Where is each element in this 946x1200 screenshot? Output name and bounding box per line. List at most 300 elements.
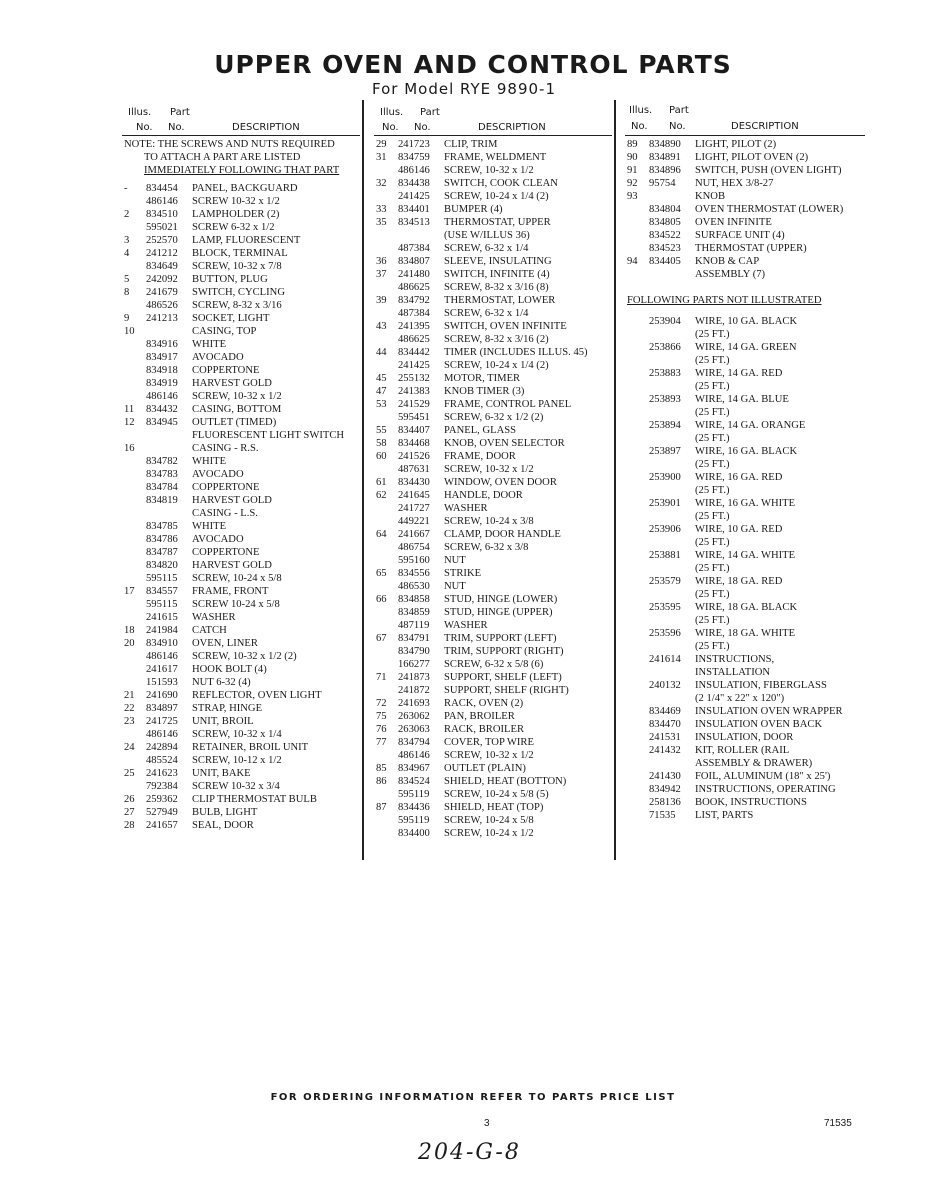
part-description: LIGHT, PILOT (2)	[695, 139, 777, 150]
part-no: 241667	[398, 529, 430, 540]
parts-row	[625, 315, 865, 328]
illus-label: Illus.	[629, 105, 653, 116]
parts-row	[374, 723, 612, 736]
parts-row	[374, 788, 612, 801]
part-no: 241430	[649, 771, 681, 782]
part-no: 834405	[649, 256, 681, 267]
part-no: 595160	[398, 555, 430, 566]
parts-row	[374, 814, 612, 827]
part-label: Part	[170, 107, 190, 118]
part-no: 595119	[398, 789, 430, 800]
part-no: 834918	[146, 365, 178, 376]
part-no: 486146	[398, 165, 430, 176]
part-no: 834783	[146, 469, 178, 480]
part-description: (25 FT.)	[695, 329, 730, 340]
illus-no: 33	[376, 204, 387, 215]
part-description: SCREW, 10-24 x 1/4 (2)	[444, 191, 549, 202]
part-no: 834513	[398, 217, 430, 228]
parts-row	[122, 676, 360, 689]
part-no: 834919	[146, 378, 178, 389]
part-no: 834785	[146, 521, 178, 532]
illus-no: 61	[376, 477, 387, 488]
illus-no: 89	[627, 139, 638, 150]
part-no: 834438	[398, 178, 430, 189]
illus-no: 94	[627, 256, 638, 267]
parts-list	[625, 138, 865, 281]
part-description: COPPERTONE	[192, 547, 260, 558]
part-no: 834510	[146, 209, 178, 220]
part-no: 834820	[146, 560, 178, 571]
part-no: 259362	[146, 794, 178, 805]
part-description: BOOK, INSTRUCTIONS	[695, 797, 807, 808]
part-description: WINDOW, OVEN DOOR	[444, 477, 557, 488]
parts-row	[374, 619, 612, 632]
illus-no: 10	[124, 326, 135, 337]
part-description: SCREW 10-32 x 3/4	[192, 781, 280, 792]
part-description: PANEL, GLASS	[444, 425, 517, 436]
part-no: 834858	[398, 594, 430, 605]
part-no: 241425	[398, 191, 430, 202]
part-description: HANDLE, DOOR	[444, 490, 523, 501]
part-no: 834468	[398, 438, 430, 449]
part-no: 834470	[649, 719, 681, 730]
illus-no: 44	[376, 347, 387, 358]
part-description: SCREW 10-24 x 5/8	[192, 599, 280, 610]
part-description: SCREW, 10-32 x 1/2	[444, 464, 534, 475]
part-no: 834791	[398, 633, 430, 644]
illus-no: 28	[124, 820, 135, 831]
parts-row	[625, 203, 865, 216]
part-description: (25 FT.)	[695, 511, 730, 522]
part-description: RACK, BROILER	[444, 724, 525, 735]
part-no: 834522	[649, 230, 681, 241]
part-no: 834557	[146, 586, 178, 597]
part-no: 241657	[146, 820, 178, 831]
illus-no: 27	[124, 807, 135, 818]
part-description: STRAP, HINGE	[192, 703, 263, 714]
parts-row	[374, 632, 612, 645]
part-description: SCREW, 6-32 x 1/2 (2)	[444, 412, 544, 423]
note-line: IMMEDIATELY FOLLOWING THAT PART	[144, 165, 340, 176]
part-no: 834807	[398, 256, 430, 267]
part-description: WIRE, 14 GA. ORANGE	[695, 420, 806, 431]
part-description: WIRE, 10 GA. RED	[695, 524, 783, 535]
part-description: SWITCH, CYCLING	[192, 287, 285, 298]
parts-row	[374, 476, 612, 489]
part-description: SCREW, 10-24 x 5/8 (5)	[444, 789, 549, 800]
part-no: 241614	[649, 654, 681, 665]
part-description: THERMOSTAT, UPPER	[444, 217, 551, 228]
illus-no: 25	[124, 768, 135, 779]
parts-row	[122, 780, 360, 793]
part-description: STRIKE	[444, 568, 482, 579]
part-no: 834967	[398, 763, 430, 774]
parts-row	[122, 260, 360, 273]
parts-row	[374, 216, 612, 229]
part-description: WIRE, 16 GA. WHITE	[695, 498, 796, 509]
parts-row	[122, 611, 360, 624]
part-no: 253906	[649, 524, 681, 535]
illus-no: 3	[124, 235, 130, 246]
parts-row	[625, 588, 865, 601]
part-description: WIRE, 16 GA. RED	[695, 472, 783, 483]
illus-no: 93	[627, 191, 638, 202]
description-label: DESCRIPTION	[232, 122, 300, 133]
part-no: 486146	[146, 196, 178, 207]
part-description: INSTALLATION	[695, 667, 771, 678]
parts-row	[122, 364, 360, 377]
part-description: NUT 6-32 (4)	[192, 677, 251, 688]
parts-row	[625, 549, 865, 562]
part-description: WIRE, 10 GA. BLACK	[695, 316, 798, 327]
part-description: KNOB	[695, 191, 726, 202]
parts-row	[374, 320, 612, 333]
parts-row	[122, 663, 360, 676]
part-no: 241693	[398, 698, 430, 709]
part-description: SCREW, 10-24 x 5/8	[444, 815, 534, 826]
illus-no: 71	[376, 672, 387, 683]
part-description: OUTLET (PLAIN)	[444, 763, 526, 774]
part-description: INSULATION, FIBERGLASS	[695, 680, 827, 691]
parts-row	[122, 273, 360, 286]
parts-row	[625, 354, 865, 367]
parts-row	[122, 442, 360, 455]
part-description: COPPERTONE	[192, 482, 260, 493]
parts-row	[122, 754, 360, 767]
parts-row	[122, 637, 360, 650]
part-no: 834469	[649, 706, 681, 717]
part-no: 595115	[146, 599, 178, 610]
illus-no: 37	[376, 269, 387, 280]
part-description: SCREW, 6-32 x 5/8 (6)	[444, 659, 544, 670]
parts-row	[122, 325, 360, 338]
part-description: WHITE	[192, 456, 227, 467]
part-no: 241984	[146, 625, 178, 636]
part-description: FOIL, ALUMINUM (18" x 25')	[695, 771, 831, 782]
parts-row	[374, 684, 612, 697]
part-description: SWITCH, COOK CLEAN	[444, 178, 558, 189]
part-description: THERMOSTAT (UPPER)	[695, 243, 807, 254]
parts-row	[374, 177, 612, 190]
part-description: (25 FT.)	[695, 355, 730, 366]
parts-row	[625, 562, 865, 575]
parts-row	[122, 403, 360, 416]
part-description: WIRE, 14 GA. BLUE	[695, 394, 789, 405]
parts-row	[625, 770, 865, 783]
part-description: CASING - L.S.	[192, 508, 258, 519]
illus-no: 53	[376, 399, 387, 410]
illus-no: 58	[376, 438, 387, 449]
column-header	[374, 104, 612, 138]
parts-row	[374, 398, 612, 411]
part-no: 255132	[398, 373, 430, 384]
parts-row	[122, 793, 360, 806]
part-description: CLIP, TRIM	[444, 139, 498, 150]
part-no: 242894	[146, 742, 178, 753]
part-no: 166277	[398, 659, 430, 670]
parts-row	[374, 554, 612, 567]
parts-row	[625, 177, 865, 190]
illus-no: 26	[124, 794, 135, 805]
part-no: 486146	[146, 391, 178, 402]
parts-row	[374, 242, 612, 255]
part-no: 487384	[398, 308, 430, 319]
part-no: 241213	[146, 313, 178, 324]
part-description: INSULATION OVEN WRAPPER	[695, 706, 843, 717]
part-description: SCREW, 10-32 x 1/4	[192, 729, 282, 740]
note-block	[122, 138, 360, 177]
model-subtitle: For Model RYE 9890-1	[372, 80, 557, 98]
part-description: SCREW, 10-12 x 1/2	[192, 755, 282, 766]
parts-row	[374, 736, 612, 749]
illus-no: 92	[627, 178, 638, 189]
illus-no: 72	[376, 698, 387, 709]
part-no: 241690	[146, 690, 178, 701]
part-description: KNOB & CAP	[695, 256, 760, 267]
no2-label: No.	[168, 122, 185, 133]
part-description: SCREW, 10-24 x 3/8	[444, 516, 534, 527]
document-code: 71535	[824, 1118, 852, 1129]
illus-no: 75	[376, 711, 387, 722]
parts-row	[625, 328, 865, 341]
part-no: 241873	[398, 672, 430, 683]
parts-row	[122, 559, 360, 572]
parts-row	[122, 507, 360, 520]
part-no: 834787	[146, 547, 178, 558]
description-label: DESCRIPTION	[478, 122, 546, 133]
part-no: 834910	[146, 638, 178, 649]
part-no: 487631	[398, 464, 430, 475]
part-label: Part	[420, 107, 440, 118]
part-no: 241617	[146, 664, 178, 675]
part-no: 253596	[649, 628, 681, 639]
part-description: INSULATION, DOOR	[695, 732, 794, 743]
no-label: No.	[136, 122, 153, 133]
parts-row	[374, 138, 612, 151]
parts-row	[374, 515, 612, 528]
parts-row	[625, 666, 865, 679]
parts-row	[122, 429, 360, 442]
part-description: CATCH	[192, 625, 227, 636]
parts-row	[625, 718, 865, 731]
parts-row	[122, 234, 360, 247]
parts-row	[374, 645, 612, 658]
part-description: WHITE	[192, 339, 227, 350]
part-description: SCREW, 8-32 x 3/16 (8)	[444, 282, 549, 293]
part-description: SHIELD, HEAT (BOTTON)	[444, 776, 567, 787]
parts-list	[122, 182, 360, 832]
parts-row	[122, 312, 360, 325]
part-description: KNOB TIMER (3)	[444, 386, 525, 397]
parts-row	[374, 346, 612, 359]
parts-row	[625, 692, 865, 705]
part-description: SCREW, 10-32 x 1/2 (2)	[192, 651, 297, 662]
part-no: 834649	[146, 261, 178, 272]
part-no: 253900	[649, 472, 681, 483]
part-description: STUD, HINGE (LOWER)	[444, 594, 558, 605]
parts-row	[625, 640, 865, 653]
parts-row	[625, 406, 865, 419]
part-no: 834794	[398, 737, 430, 748]
part-no: 486146	[146, 729, 178, 740]
part-no: 834917	[146, 352, 178, 363]
parts-row	[122, 481, 360, 494]
parts-row	[625, 614, 865, 627]
part-description: AVOCADO	[192, 352, 244, 363]
part-description: PAN, BROILER	[444, 711, 515, 722]
part-description: TRIM, SUPPORT (LEFT)	[444, 633, 557, 644]
part-description: SCREW 10-32 x 1/2	[192, 196, 280, 207]
parts-row	[374, 567, 612, 580]
part-no: 263062	[398, 711, 430, 722]
part-description: CASING, TOP	[192, 326, 257, 337]
part-description: BLOCK, TERMINAL	[192, 248, 288, 259]
part-description: (25 FT.)	[695, 615, 730, 626]
illus-no: 87	[376, 802, 387, 813]
part-no: 253883	[649, 368, 681, 379]
parts-row	[374, 593, 612, 606]
parts-row	[625, 601, 865, 614]
parts-column-2	[374, 104, 612, 840]
illus-no: 12	[124, 417, 135, 428]
parts-row	[122, 741, 360, 754]
part-no: 834804	[649, 204, 681, 215]
parts-row	[374, 489, 612, 502]
parts-row	[374, 372, 612, 385]
parts-row	[374, 307, 612, 320]
parts-row	[122, 806, 360, 819]
parts-row	[122, 351, 360, 364]
parts-row	[625, 367, 865, 380]
part-description: WASHER	[192, 612, 236, 623]
parts-row	[122, 520, 360, 533]
part-description: THERMOSTAT, LOWER	[444, 295, 556, 306]
parts-row	[122, 689, 360, 702]
part-description: AVOCADO	[192, 469, 244, 480]
illus-no: 86	[376, 776, 387, 787]
part-description: UNIT, BAKE	[192, 768, 251, 779]
part-no: 241531	[649, 732, 681, 743]
part-no: 834805	[649, 217, 681, 228]
part-description: FRAME, DOOR	[444, 451, 516, 462]
part-description: SCREW, 6-32 x 1/4	[444, 243, 529, 254]
parts-row	[625, 757, 865, 770]
part-description: SCREW, 6-32 x 1/4	[444, 308, 529, 319]
part-description: MOTOR, TIMER	[444, 373, 521, 384]
part-description: OUTLET (TIMED)	[192, 417, 277, 428]
part-no: 834524	[398, 776, 430, 787]
parts-row	[374, 255, 612, 268]
part-description: NUT	[444, 581, 466, 592]
illus-no: 23	[124, 716, 135, 727]
parts-row	[625, 229, 865, 242]
part-description: WIRE, 18 GA. RED	[695, 576, 783, 587]
parts-row	[374, 749, 612, 762]
part-description: KNOB, OVEN SELECTOR	[444, 438, 565, 449]
parts-row	[625, 484, 865, 497]
part-no: 253901	[649, 498, 681, 509]
part-description: REFLECTOR, OVEN LIGHT	[192, 690, 322, 701]
part-description: OVEN, LINER	[192, 638, 258, 649]
parts-row	[122, 728, 360, 741]
parts-row	[122, 468, 360, 481]
parts-row	[374, 164, 612, 177]
no2-label: No.	[414, 122, 431, 133]
parts-row	[374, 606, 612, 619]
parts-row	[374, 827, 612, 840]
parts-row	[374, 710, 612, 723]
parts-row	[625, 138, 865, 151]
illus-no: 5	[124, 274, 130, 285]
no-label: No.	[631, 121, 648, 132]
part-no: 241425	[398, 360, 430, 371]
part-description: RACK, OVEN (2)	[444, 698, 524, 709]
part-description: SCREW, 10-32 x 1/2	[192, 391, 282, 402]
illus-no: -	[124, 183, 128, 194]
parts-row	[374, 411, 612, 424]
page-title: UPPER OVEN AND CONTROL PARTS	[214, 50, 732, 79]
illus-no: 91	[627, 165, 638, 176]
part-no: 834442	[398, 347, 430, 358]
part-no: 834896	[649, 165, 681, 176]
part-description: WIRE, 16 GA. BLACK	[695, 446, 798, 457]
part-no: 834792	[398, 295, 430, 306]
part-description: RETAINER, BROIL UNIT	[192, 742, 309, 753]
note-line: TO ATTACH A PART ARE LISTED	[144, 152, 301, 163]
parts-row	[625, 497, 865, 510]
part-description: SUPPORT, SHELF (LEFT)	[444, 672, 562, 683]
part-description: INSTRUCTIONS,	[695, 654, 775, 665]
parts-row	[625, 575, 865, 588]
part-description: SWITCH, PUSH (OVEN LIGHT)	[695, 165, 842, 176]
part-no: 834523	[649, 243, 681, 254]
part-no: 95754	[649, 178, 676, 189]
illus-no: 21	[124, 690, 135, 701]
part-no: 486625	[398, 334, 430, 345]
part-description: WASHER	[444, 503, 488, 514]
part-description: SCREW, 10-32 x 7/8	[192, 261, 282, 272]
part-description: INSTRUCTIONS, OPERATING	[695, 784, 836, 795]
part-description: OVEN THERMOSTAT (LOWER)	[695, 204, 844, 215]
part-no: 253894	[649, 420, 681, 431]
part-description: BUTTON, PLUG	[192, 274, 268, 285]
part-description: LAMP, FLUORESCENT	[192, 235, 301, 246]
part-description: SCREW, 10-24 x 1/4 (2)	[444, 360, 549, 371]
part-no: 486530	[398, 581, 430, 592]
parts-row	[374, 229, 612, 242]
part-description: (25 FT.)	[695, 381, 730, 392]
part-no: 242092	[146, 274, 178, 285]
illus-no: 2	[124, 209, 130, 220]
part-no: 449221	[398, 516, 430, 527]
part-description: FRAME, CONTROL PANEL	[444, 399, 572, 410]
part-description: (25 FT.)	[695, 459, 730, 470]
part-description: TRIM, SUPPORT (RIGHT)	[444, 646, 564, 657]
parts-row	[625, 783, 865, 796]
part-description: SURFACE UNIT (4)	[695, 230, 785, 241]
part-description: WIRE, 18 GA. BLACK	[695, 602, 798, 613]
part-description: AVOCADO	[192, 534, 244, 545]
part-no: 253897	[649, 446, 681, 457]
part-description: SCREW, 6-32 x 3/8	[444, 542, 529, 553]
illus-no: 18	[124, 625, 135, 636]
parts-row	[625, 255, 865, 268]
parts-row	[374, 762, 612, 775]
part-no: 253881	[649, 550, 681, 561]
part-description: ASSEMBLY (7)	[695, 269, 766, 280]
parts-row	[625, 744, 865, 757]
parts-row	[122, 494, 360, 507]
